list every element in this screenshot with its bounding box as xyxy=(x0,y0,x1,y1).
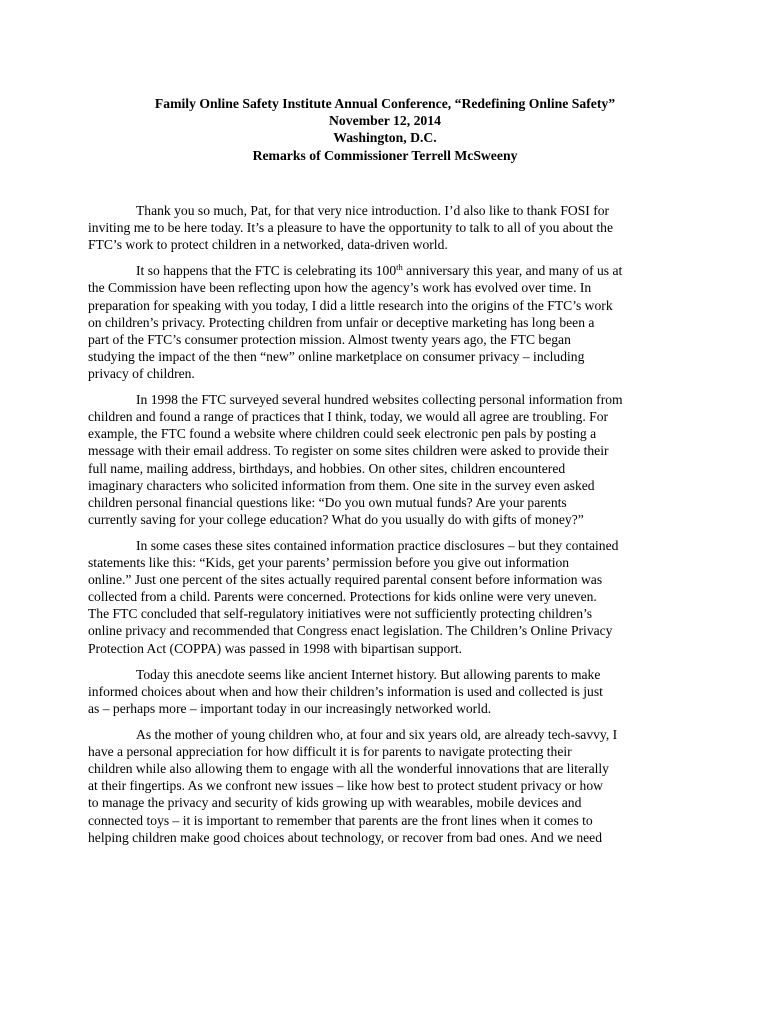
text-line: full name, mailing address, birthdays, and hobbies. On other sites, children encountered xyxy=(88,460,566,476)
text-segment: anniversary this year, and many of us at xyxy=(402,263,623,279)
text-line: children while also allowing them to engage with all the wonderful innovations that are literally xyxy=(88,761,609,777)
paragraph xyxy=(88,202,682,253)
paragraph xyxy=(88,262,682,382)
text-line: In 1998 the FTC surveyed several hundred websites collecting personal information from xyxy=(136,392,623,408)
remarks-title: Remarks of Commissioner Terrell McSweeny xyxy=(252,147,518,163)
text-line: connected toys – it is important to remember that parents are the front lines when it comes to xyxy=(88,812,593,828)
text-line: children personal financial questions like: “Do you own mutual funds? Are your parents xyxy=(88,494,567,510)
text-line: Thank you so much, Pat, for that very nice introduction. I’d also like to thank FOSI for xyxy=(136,203,610,218)
paragraph xyxy=(88,391,682,528)
text-line: inviting me to be here today. It’s a pleasure to have the opportunity to talk to all of you about the xyxy=(88,220,613,236)
text-line: have a personal appreciation for how difficult it is for parents to navigate protecting their xyxy=(88,744,572,760)
text-line: on children’s privacy. Protecting children from unfair or deceptive marketing has long been a xyxy=(88,314,595,330)
text-line: privacy of children. xyxy=(88,365,195,381)
text-line: online.” Just one percent of the sites actually required parental consent before information was xyxy=(88,572,603,588)
paragraph xyxy=(88,726,682,846)
text-line: In some cases these sites contained information practice disclosures – but they contained xyxy=(136,537,619,553)
text-line: collected from a child. Parents were concerned. Protections for kids online were very uneven. xyxy=(88,589,597,605)
text-line: as – perhaps more – important today in our increasingly networked world. xyxy=(88,700,492,716)
conference-location: Washington, D.C. xyxy=(333,130,437,146)
paragraph xyxy=(88,537,682,657)
text-line: As the mother of young children who, at four and six years old, are already tech-savvy, I xyxy=(136,727,618,743)
text-line: statements like this: “Kids, get your parents’ permission before you give out information xyxy=(88,555,570,571)
text-line: currently saving for your college education? What do you usually do with gifts of money?” xyxy=(88,511,584,527)
text-line: children and found a range of practices that I think, today, we would all agree are troubling. For xyxy=(88,409,609,425)
text-line: at their fingertips. As we confront new issues – like how best to protect student privacy or how xyxy=(88,778,603,794)
text-segment: It so happens that the FTC is celebrating its 100 xyxy=(136,263,397,279)
text-line: studying the impact of the then “new” online marketplace on consumer privacy – including xyxy=(88,348,585,364)
paragraph xyxy=(88,666,682,717)
text-line: online privacy and recommended that Congress enact legislation. The Children’s Online Privacy xyxy=(88,623,613,639)
ordinal-superscript: th xyxy=(396,262,403,273)
document-body xyxy=(88,202,682,855)
text-line: message with their email address. To register on some sites children were asked to provide their xyxy=(88,443,609,459)
text-line: informed choices about when and how their children’s information is used and collected is just xyxy=(88,683,603,699)
text-line: to manage the privacy and security of kids growing up with wearables, mobile devices and xyxy=(88,795,582,811)
text-line: The FTC concluded that self-regulatory initiatives were not sufficiently protecting children’s xyxy=(88,606,593,622)
text-line xyxy=(88,262,682,279)
text-line: the Commission have been reflecting upon how the agency’s work has evolved over time. In xyxy=(88,280,592,296)
text-line: part of the FTC’s consumer protection mission. Almost twenty years ago, the FTC began xyxy=(88,331,571,347)
text-line: helping children make good choices about technology, or recover from bad ones. And we need xyxy=(88,829,603,845)
conference-title: Family Online Safety Institute Annual Conference, “Redefining Online Safety” xyxy=(154,96,616,111)
text-line: preparation for speaking with you today, I did a little research into the origins of the FTC’s work xyxy=(88,297,613,313)
text-line: example, the FTC found a website where children could seek electronic pen pals by posting a xyxy=(88,426,597,442)
text-line: Protection Act (COPPA) was passed in 1998 with bipartisan support. xyxy=(88,640,463,656)
text-line: imaginary characters who solicited information from them. One site in the survey even asked xyxy=(88,477,595,493)
text-line: FTC’s work to protect children in a networked, data-driven world. xyxy=(88,237,448,253)
document-header xyxy=(88,95,682,164)
text-line: Today this anecdote seems like ancient Internet history. But allowing parents to make xyxy=(136,666,601,682)
conference-date: November 12, 2014 xyxy=(329,113,441,129)
